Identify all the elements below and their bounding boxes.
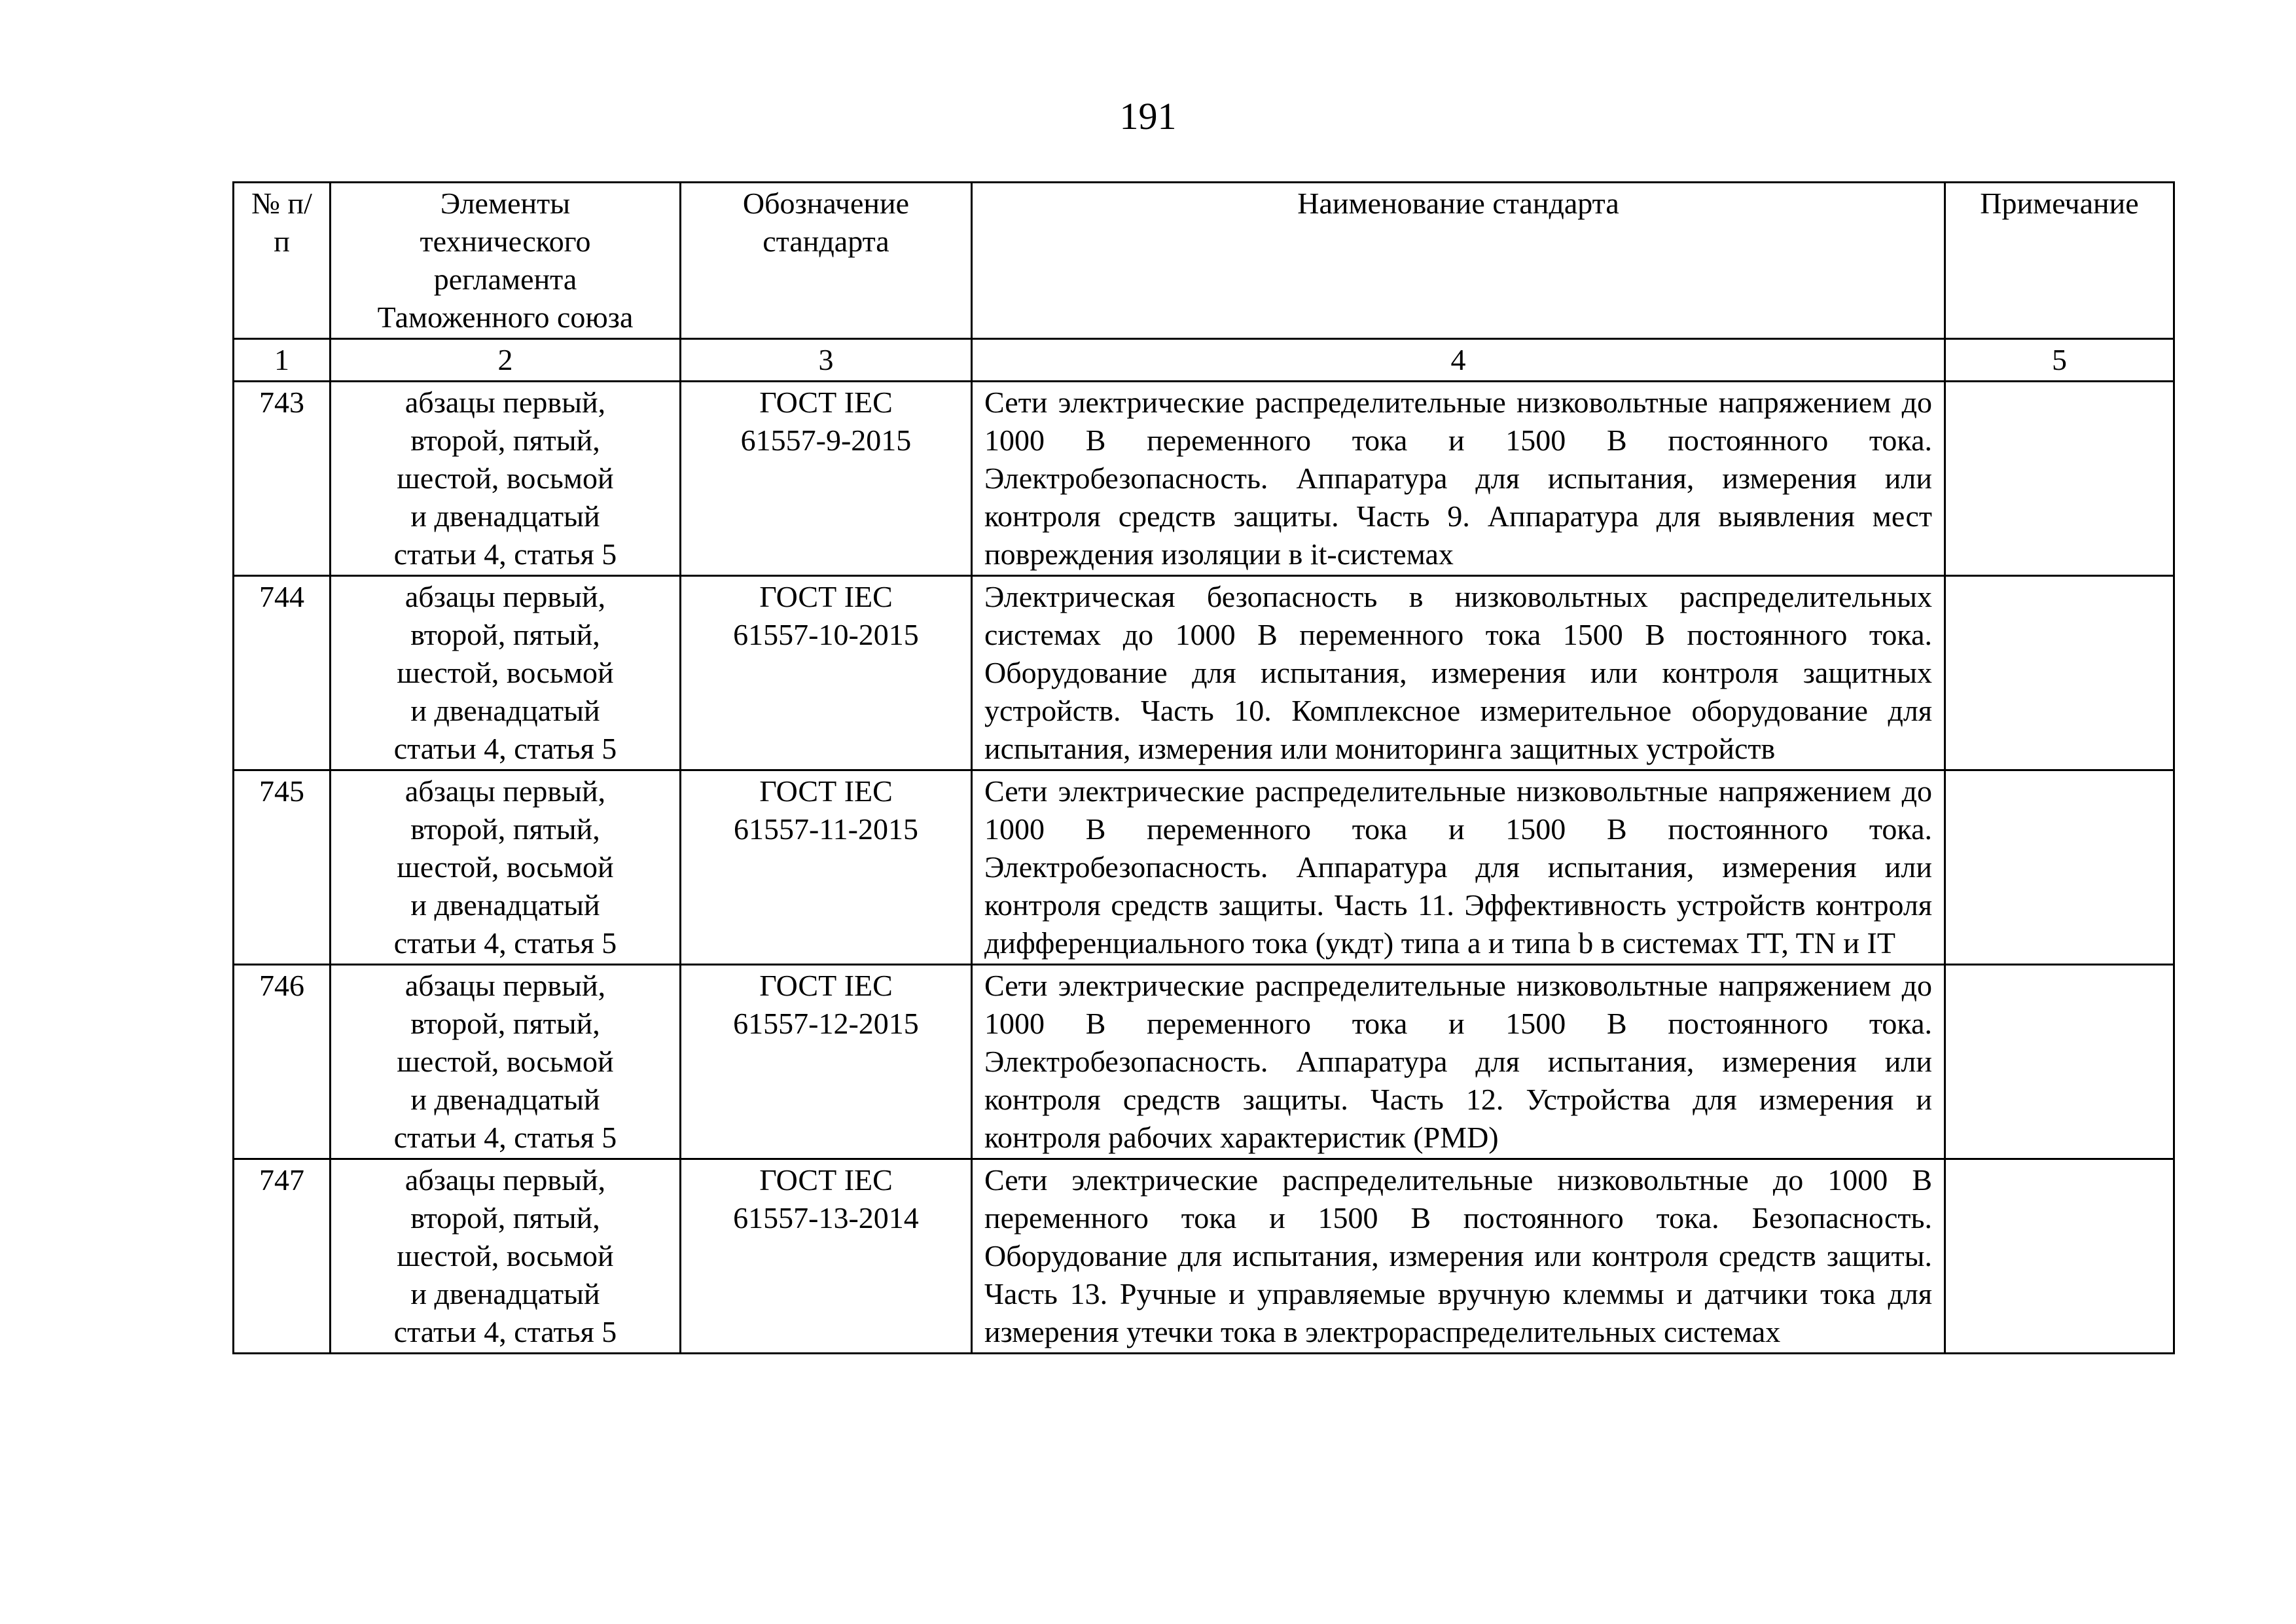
elements-line: абзацы первый, <box>404 580 606 613</box>
table-header-row <box>234 183 2174 339</box>
elements-line: шестой, восьмой <box>397 1239 614 1272</box>
row-note <box>1945 382 2174 576</box>
elements-line: абзацы первый, <box>404 969 606 1002</box>
elements-line: статьи 4, статья 5 <box>393 1121 617 1154</box>
row-standard-name: Сети электрические распределительные низковольтные напряжением до 1000 В переменного тока и 1500 В постоянного тока. Электробезопасность. Аппаратура для испытания, измерения или контроля средств защиты. Часть 12. Устройства для измерения и контроля рабочих характеристик (PMD) <box>972 965 1945 1159</box>
designation-line: 61557-10-2015 <box>733 618 919 651</box>
elements-line: и двенадцатый <box>410 694 600 727</box>
elements-line: второй, пятый, <box>410 424 600 457</box>
row-number: 747 <box>234 1159 331 1354</box>
header-note: Примечание <box>1945 183 2174 339</box>
row-elements <box>331 576 681 770</box>
elements-line: второй, пятый, <box>410 1007 600 1040</box>
row-standard-name: Сети электрические распределительные низковольтные напряжением до 1000 В переменного тока и 1500 В постоянного тока. Электробезопасность. Аппаратура для испытания, измерения или контроля средств защиты. Часть 9. Аппаратура для выявления мест повреждения изоляции в it-системах <box>972 382 1945 576</box>
header-elements-line: Таможенного союза <box>377 300 634 334</box>
elements-line: второй, пятый, <box>410 1201 600 1235</box>
designation-line: 61557-12-2015 <box>733 1007 919 1040</box>
row-note <box>1945 1159 2174 1354</box>
header-elements-line: регламента <box>433 262 577 296</box>
table-row <box>234 382 2174 576</box>
designation-line: ГОСТ IEC <box>759 580 893 613</box>
row-standard-name: Сети электрические распределительные низковольтные напряжением до 1000 В переменного тока и 1500 В постоянного тока. Электробезопасность. Аппаратура для испытания, измерения или контроля средств защиты. Часть 11. Эффективность устройств контроля дифференциального тока (укдт) типа а и типа b в системах TT, TN и IT <box>972 770 1945 965</box>
elements-line: шестой, восьмой <box>397 656 614 689</box>
column-number: 4 <box>972 339 1945 382</box>
row-designation <box>681 1159 972 1354</box>
row-number: 744 <box>234 576 331 770</box>
row-elements <box>331 770 681 965</box>
row-elements <box>331 382 681 576</box>
elements-line: абзацы первый, <box>404 774 606 808</box>
header-num: № п/п <box>234 183 331 339</box>
standards-table <box>232 181 2175 1354</box>
row-note <box>1945 576 2174 770</box>
row-note <box>1945 965 2174 1159</box>
header-elements-line: технического <box>420 225 591 258</box>
column-numbers-row <box>234 339 2174 382</box>
column-number: 1 <box>234 339 331 382</box>
designation-line: 61557-9-2015 <box>740 424 912 457</box>
header-designation-line: Обозначение <box>742 187 910 220</box>
elements-line: статьи 4, статья 5 <box>393 537 617 571</box>
header-designation-line: стандарта <box>762 225 889 258</box>
header-elements-line: Элементы <box>440 187 571 220</box>
designation-line: ГОСТ IEC <box>759 1163 893 1197</box>
elements-line: абзацы первый, <box>404 1163 606 1197</box>
designation-line: ГОСТ IEC <box>759 386 893 419</box>
row-designation <box>681 382 972 576</box>
table-row <box>234 576 2174 770</box>
header-name: Наименование стандарта <box>972 183 1945 339</box>
row-elements <box>331 965 681 1159</box>
row-note <box>1945 770 2174 965</box>
elements-line: шестой, восьмой <box>397 850 614 884</box>
designation-line: 61557-11-2015 <box>734 812 918 846</box>
elements-line: статьи 4, статья 5 <box>393 1315 617 1348</box>
elements-line: шестой, восьмой <box>397 1045 614 1078</box>
row-designation <box>681 576 972 770</box>
table-row <box>234 1159 2174 1354</box>
table-row <box>234 770 2174 965</box>
row-standard-name: Сети электрические распределительные низковольтные до 1000 В переменного тока и 1500 В постоянного тока. Безопасность. Оборудование для испытания, измерения или контроля средств защиты. Часть 13. Ручные и управляемые вручную клеммы и датчики тока для измерения утечки тока в электрораспределительных системах <box>972 1159 1945 1354</box>
elements-line: второй, пятый, <box>410 812 600 846</box>
elements-line: второй, пятый, <box>410 618 600 651</box>
designation-line: 61557-13-2014 <box>733 1201 919 1235</box>
elements-line: статьи 4, статья 5 <box>393 926 617 960</box>
row-number: 743 <box>234 382 331 576</box>
page-number: 191 <box>1119 95 1177 137</box>
designation-line: ГОСТ IEC <box>759 969 893 1002</box>
row-number: 745 <box>234 770 331 965</box>
table-row <box>234 965 2174 1159</box>
elements-line: статьи 4, статья 5 <box>393 732 617 765</box>
row-designation <box>681 770 972 965</box>
elements-line: и двенадцатый <box>410 1083 600 1116</box>
header-designation <box>681 183 972 339</box>
elements-line: и двенадцатый <box>410 499 600 533</box>
designation-line: ГОСТ IEC <box>759 774 893 808</box>
row-designation <box>681 965 972 1159</box>
elements-line: и двенадцатый <box>410 1277 600 1310</box>
row-standard-name: Электрическая безопасность в низковольтных распределительных системах до 1000 В переменного тока 1500 В постоянного тока. Оборудование для испытания, измерения или контроля защитных устройств. Часть 10. Комплексное измерительное оборудование для испытания, измерения или мониторинга защитных устройств <box>972 576 1945 770</box>
column-number: 2 <box>331 339 681 382</box>
elements-line: абзацы первый, <box>404 386 606 419</box>
row-number: 746 <box>234 965 331 1159</box>
elements-line: шестой, восьмой <box>397 461 614 495</box>
column-number: 5 <box>1945 339 2174 382</box>
elements-line: и двенадцатый <box>410 888 600 922</box>
column-number: 3 <box>681 339 972 382</box>
header-elements <box>331 183 681 339</box>
row-elements <box>331 1159 681 1354</box>
